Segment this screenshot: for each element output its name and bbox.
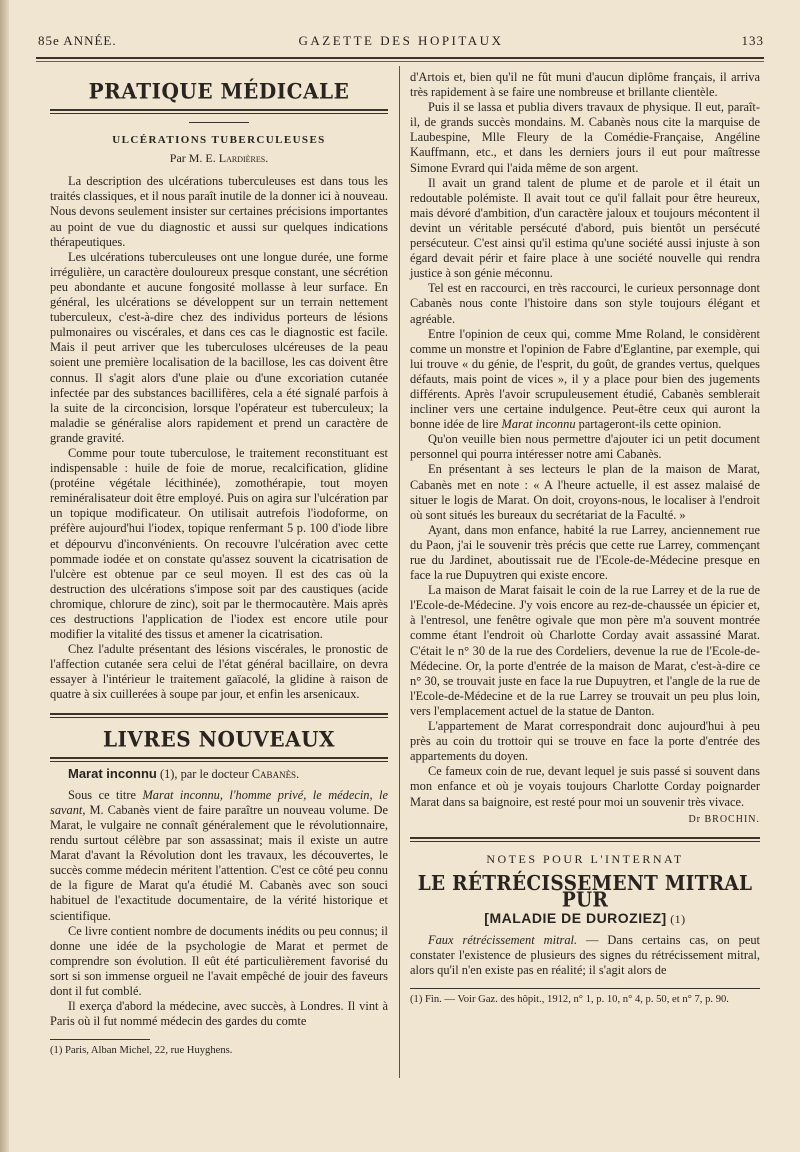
header-rule — [36, 57, 764, 59]
page-binding-edge — [0, 0, 9, 1152]
page-number: 133 — [741, 33, 764, 48]
paragraph: Il exerça d'abord la médecine, avec succès, à Londres. Il vint à Paris où il fut nommé médecin des gardes du comte — [50, 999, 388, 1029]
paragraph — [50, 788, 388, 924]
paragraph: Il avait un grand talent de plume et de parole et il était un redoutable polémiste. Il avait tout ce qu'il fallait pour être heureux, mais dévoré d'ambition, d'un caractère jaloux et toujours mécontent il devint un véritable persécuté d'abord, puis bientôt un persécuté persécuteur. C'est ainsi qu'il estima qu'une société aussi injuste à son égard devait périr et faire place à une société nouvelle qui rendra justice à son génie méconnu. — [410, 175, 760, 281]
book-title-italic: Marat inconnu, l'homme privé, le médecin, le savant, — [50, 787, 388, 817]
short-rule — [189, 122, 249, 123]
journal-title: GAZETTE DES HOPITAUX — [298, 33, 504, 48]
book-heading-text: (1), par le docteur — [156, 766, 252, 781]
section-rule — [410, 837, 760, 842]
byline-prefix: Par M. E. — [169, 151, 219, 166]
paragraph: Chez l'adulte présentant des lésions viscérales, le pronostic de l'affection cutanée sera celui de l'état général bacillaire, on devra essayer à l'intérieur le traitement gaïacolé, la glidine à raison de quatre à six cuillerées à soupe par jour, et enfin les arsenicaux. — [50, 642, 388, 702]
book-heading — [50, 766, 388, 782]
paragraph — [410, 933, 760, 978]
footnote-marker: (1) — [666, 911, 686, 926]
paragraph-text: partageront-ils cette opinion. — [575, 417, 722, 432]
section-kicker: NOTES POUR L'INTERNAT — [486, 851, 684, 866]
paragraph: Tel est en raccourci, en très raccourci, le curieux personnage dont Cabanès nous conte l'histoire dans son style toujours élégant et agréable. — [410, 281, 760, 326]
header-rule-thin — [36, 61, 764, 62]
byline-author: Lardières. — [218, 151, 269, 166]
book-title-italic: Marat inconnu — [501, 417, 576, 432]
left-column — [50, 70, 388, 1057]
paragraph: Ayant, dans mon enfance, habité la rue Larrey, anciennement rue du Paon, j'ai le souvenir très précis que cette rue Larrey, commençant rue du Jardinet, aboutissait rue de l'Ecole-de-Médecine presque en face la rue Dupuytren qui existe encore. — [410, 522, 760, 583]
paragraph: La description des ulcérations tuberculeuses est dans tous les traités classiques, et il nous paraît inutile de la donner ici à nouveau. Nous devons seulement insister sur certaines précisions importantes au point de vue du diagnostic et aussi sur quelques indications thérapeutiques. — [50, 174, 388, 249]
paragraph-text: — Dans certains cas, on peut constater l'existence de plusieurs des signes du rétrécissement mitral, alors qu'il n'en existe pas en réalité; il s'agit alors de — [410, 933, 760, 978]
article-byline — [50, 151, 388, 166]
column-divider — [399, 66, 400, 1078]
right-column — [410, 70, 760, 1006]
section-title-pratique: PRATIQUE MÉDICALE — [88, 77, 350, 104]
footnote-rule — [410, 988, 760, 989]
paragraph: d'Artois et, bien qu'il ne fût muni d'aucun diplôme français, il arriva très rapidement à se faire une nombreuse et brillante clientèle. — [410, 70, 760, 100]
section-title-livres: LIVRES NOUVEAUX — [102, 725, 336, 752]
article-title: LE RÉTRÉCISSEMENT MITRAL PUR — [417, 871, 753, 912]
paragraph: Comme pour toute tuberculose, le traitement reconstituant est indispensable : huile de foie de morue, recalcification, glidine (protéine végétale lécithinée), zomothérapie, tout moyen reminéralisateur doit être employé. Puis on agira sur l'ulcération par un topique modificateur. On utilisait autrefois l'iodoforme, on préfère aujourd'hui l'iodex, topique renfermant 5 p. 100 d'iode libre et dépourvu d'inconvénients. On recouvre l'ulcération avec cette pommade iodée et on constate qu'assez souvent la cicatrisation de l'ulcère est obtenue par ce seul moyen. Il est des cas où la destruction des ulcérations s'impose soit par des caustiques (acide chromique, chlorure de zinc), soit par le thermocautère. Mais après ces destructions l'application de l'iodex est encore utile pour modifier la vitalité des tissus et amener la cicatrisation. — [50, 445, 388, 642]
paragraph: La maison de Marat faisait le coin de la rue Larrey et de la rue de l'Ecole-de-Médecine. J'y vois encore au rez-de-chaussée un épicier et, à l'entresol, une fenêtre ogivale que mon père m'a souvent montrée comme étant l'endroit où Charlotte Corday avait assassiné Marat. C'était le n° 30 de la rue des Cordeliers, devenue la rue de l'Ecole-de-Médecine. Or, la porte d'entrée de la maison de Marat, c'est-à-dire ce n° 30, se trouvait juste en face la rue Dupuytren, et l'angle de la rue de l'Ecole-de-Médecine et de la rue Larrey se trouvait un peu plus loin, vers l'emplacement actuel de la statue de Danton. — [410, 583, 760, 718]
paragraph-text: M. Cabanès vient de faire paraître un nouveau volume. De Marat, le vulgaire ne connaît généralement que le révolutionnaire, rendu surtout célèbre par son assassinat; mais il existe un autre Marat d'avant la Révolution dont les travaux, les découvertes, le succès comme médecin méritent l'attention. C'est ce côté peu connu de la figure de Marat qu'a étudié M. Cabanès avec son souci habituel de l'exactitude documentaire, de la vérité historique et scientifique. — [50, 802, 388, 923]
footnote: (1) Paris, Alban Michel, 22, rue Huyghens. — [50, 1045, 233, 1057]
paragraph: Puis il se lassa et publia divers travaux de physique. Il eut, paraît-il, de grands succès mondains. M. Cabanès nous cite la marquise de Laubespine, Mlle Fleury de la Comédie-Française, Angéline Kauffmann, etc., et dans les derniers jours il eut pour maîtresse Simone Evrard qui l'aida même de son argent. — [410, 100, 760, 175]
article-subtitle: ULCÉRATIONS TUBERCULEUSES — [112, 134, 326, 147]
signature — [410, 812, 760, 827]
article-subtitle — [410, 911, 760, 927]
paragraph: Ce fameux coin de rue, devant lequel je suis passé si souvent dans mon enfance et où je voyais toujours Charlotte Corday poignarder Marat dans sa baignoire, est resté pour moi un souvenir très vivace. — [410, 764, 760, 809]
year-label: 85e ANNÉE. — [38, 33, 117, 48]
running-head — [38, 33, 764, 53]
book-title: Marat inconnu — [68, 765, 157, 781]
subtitle-text: [MALADIE DE DUROZIEZ] — [484, 909, 667, 926]
paragraph: Qu'on veuille bien nous permettre d'ajouter ici un petit document personnel qui pourra intéresser notre ami Cabanès. — [410, 432, 760, 462]
section-rule — [50, 713, 388, 718]
book-author: Cabanès. — [251, 766, 300, 781]
footnote-rule — [50, 1039, 150, 1040]
footnote: (1) Fin. — Voir Gaz. des hôpit., 1912, n° 1, p. 10, n° 4, p. 50, et n° 7, p. 90. — [410, 994, 729, 1006]
paragraph-lead: Faux rétrécissement mitral. — [428, 933, 578, 948]
section-rule — [50, 757, 388, 762]
paragraph: Ce livre contient nombre de documents inédits ou peu connus; il donne une idée de la psychologie de Marat et permet de comprendre son évolution. Il eût été particulièrement favorisé du sort si son immense orgueil ne l'avait empêché de jouir des faveurs dont il fut comblé. — [50, 923, 388, 998]
paragraph: Les ulcérations tuberculeuses ont une longue durée, une forme irrégulière, un caractère douloureux presque constant, une sécrétion peu abondante et aucune fongosité mollasse à leur surface. En général, les ulcérations se développent sur un terrain nettement tuberculeux, c'est-à-dire chez des individus porteurs de lésions pulmonaires ou viscérales, et dans ces cas le diagnostic est facile. Mais il peut arriver que les tuberculoses ulcéreuses de la peau soient une première localisation de la bacillose, les cas doivent être connus. Il s'agit alors d'une plaie ou d'une excoriation cutanée infectée par des substances bacillifères, cela a été signalé parfois à la suite de la circoncision, lorsque l'opérateur est tuberculeux; la maladie se généralise alors rapidement et prend un caractère de grande gravité. — [50, 249, 388, 445]
signature-name: Dr BROCHIN. — [688, 813, 760, 825]
paragraph: En présentant à ses lecteurs le plan de la maison de Marat, Cabanès met en note : « A l'heure actuelle, il est assez malaisé de situer le logis de Marat. On doit, croyons-nous, le localiser à l'endroit où sont situés les bureaux du secrétariat de la Faculté. » — [410, 462, 760, 522]
paragraph-text: Sous ce titre — [68, 787, 143, 802]
paragraph: L'appartement de Marat correspondrait donc aujourd'hui à peu près au coin du trottoir qui se trouve en face la porte d'entrée des appartements du doyen. — [410, 719, 760, 764]
paragraph — [410, 327, 760, 433]
section-rule — [50, 109, 388, 114]
paragraph-text: Entre l'opinion de ceux qui, comme Mme Roland, le considèrent comme un monstre et l'opinion de Fabre d'Eglantine, par exemple, qui lui trouve « du génie, de l'esprit, du goût, de grandes vertus, quelques défauts, mais point de vices », il y a place pour bien des jugements différents. Après l'avoir scrupuleusement étudié, Cabanès semblerait incliner vers une certaine indulgence. Peut-être ceux qui auront la bonne idée de lire — [410, 326, 760, 432]
